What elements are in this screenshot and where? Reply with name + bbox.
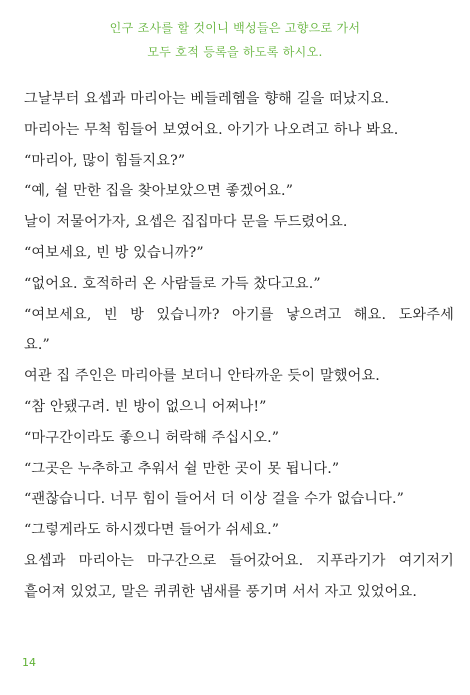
dialogue-line: [24, 269, 454, 300]
text-line: “그곳은 누추하고 추워서 쉴 만한 곳이 못 됩니다.”: [24, 460, 340, 477]
paragraph: [24, 361, 454, 392]
text-line: 날이 저물어가자, 요셉은 집집마다 문을 두드렸어요.: [24, 214, 348, 231]
dialogue-line: [24, 392, 454, 423]
dialogue-line: [24, 300, 454, 362]
text-line: “여보세요, 빈 방 있습니까?”: [24, 244, 204, 261]
dialogue-line: [24, 423, 454, 454]
dialogue-line: [24, 484, 454, 515]
text-line: “없어요. 호적하러 온 사람들로 가득 찼다고요.”: [24, 275, 321, 292]
header-note: [0, 16, 470, 64]
text-line: “여보세요, 빈 방 있습니까? 아기를 낳으려고 해요. 도와주세: [24, 306, 454, 323]
text-line: “참 안됐구려. 빈 방이 없으니 어쩌나!”: [24, 398, 267, 415]
dialogue-line: [24, 238, 454, 269]
paragraph: [24, 207, 454, 238]
text-line: “그렇게라도 하시겠다면 들어가 쉬세요.”: [24, 522, 280, 539]
dialogue-line: [24, 454, 454, 485]
paragraph: [24, 115, 454, 146]
text-line: “괜찮습니다. 너무 힘이 들어서 더 이상 걸을 수가 없습니다.”: [24, 491, 405, 508]
paragraph: [24, 84, 454, 115]
dialogue-line: [24, 176, 454, 207]
dialogue-line: [24, 146, 454, 177]
dialogue-line: [24, 515, 454, 546]
text-line: “예, 쉴 만한 집을 찾아보았으면 좋겠어요.”: [24, 183, 294, 200]
text-line: 흩어져 있었고, 말은 퀴퀴한 냄새를 풍기며 서서 자고 있었어요.: [24, 583, 417, 600]
text-line: “마리아, 많이 힘들지요?”: [24, 152, 186, 169]
text-line: 그날부터 요셉과 마리아는 베들레헴을 향해 길을 떠났지요.: [24, 91, 390, 107]
header-note-line-2: 모두 호적 등록을 하도록 하시오.: [147, 45, 323, 59]
text-line: 마리아는 무척 힘들어 보였어요. 아기가 나오려고 하나 봐요.: [24, 121, 399, 138]
page-number: 14: [22, 656, 36, 669]
text-line: 여관 집 주인은 마리아를 보더니 안타까운 듯이 말했어요.: [24, 368, 380, 385]
text-line: “마구간이라도 좋으니 허락해 주십시오.”: [24, 429, 280, 446]
paragraph: [24, 546, 454, 608]
header-note-line-1: 인구 조사를 할 것이니 백성들은 고향으로 가서: [109, 21, 361, 35]
story-body: [24, 84, 454, 608]
text-line: 요.”: [24, 337, 50, 354]
text-line: 요셉과 마리아는 마구간으로 들어갔어요. 지푸라기가 여기저기: [24, 552, 454, 569]
